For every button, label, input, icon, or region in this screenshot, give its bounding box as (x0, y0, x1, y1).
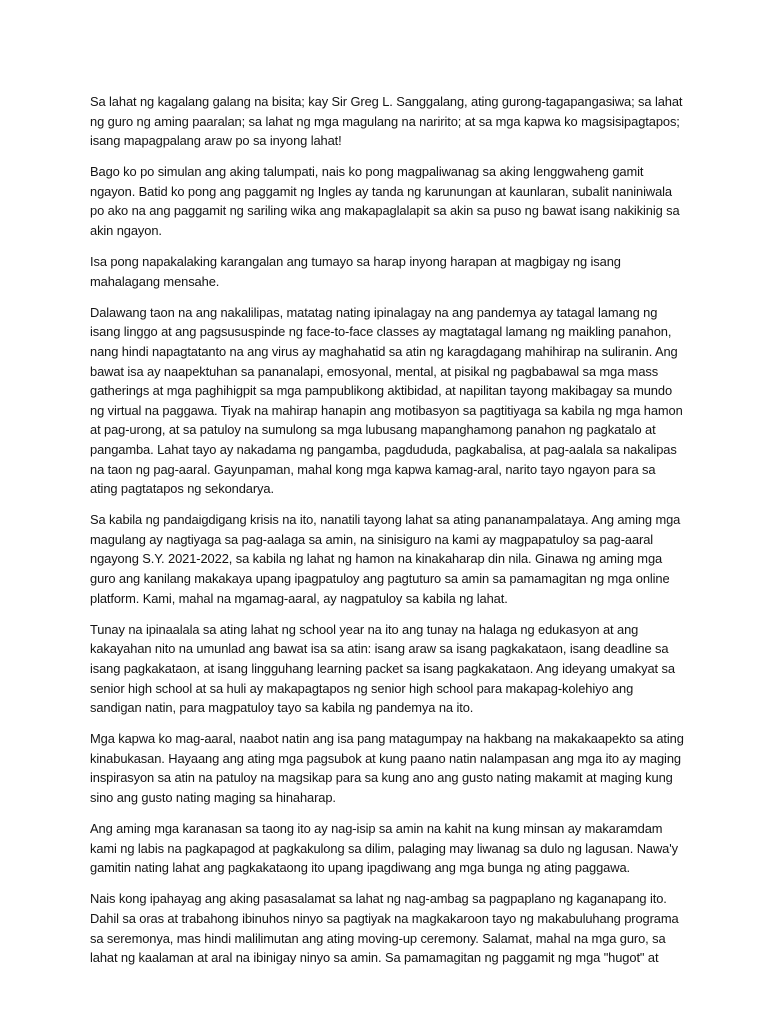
paragraph-gratitude: Nais kong ipahayag ang aking pasasalamat sa lahat ng nag-ambag sa pagpaplano ng kaganapang ito. Dahil sa oras at trabahong ibinuhos ninyo sa pagtiyak na magkakaroon tayo ng makabuluhang programa sa seremonya, mas hindi malilimutan ang ating moving-up ceremony. Salamat, mahal na mga guro, sa lahat ng kaalaman at aral na ibinigay ninyo sa amin. Sa pamamagitan ng paggamit ng mga "hugot" at (90, 891, 679, 966)
paragraph-language-note: Bago ko po simulan ang aking talumpati, nais ko pong magpaliwanag sa aking lenggwaheng gamit ngayon. Batid ko pong ang paggamit ng Ingles ay tanda ng karunungan at kaunlaran, subalit naniniwala po ako na ang paggamit ng sariling wika ang makapaglalapit sa akin sa puso ng bawat isang nakikinig sa akin ngayon. (90, 164, 680, 239)
paragraph-honor: Isa pong napakalaking karangalan ang tumayo sa harap inyong harapan at magbigay ng isang mahalagang mensahe. (90, 254, 621, 289)
paragraph-education-value: Tunay na ipinaalala sa ating lahat ng school year na ito ang tunay na halaga ng edukasyon at ang kakayahan nito na umunlad ang bawat isa sa atin: isang araw sa isang pagkakataon, isang deadline sa isang pagkakataon, at isang lingguhang learning packet sa isang pagkakataon. Ang ideyang umakyat sa senior high school at sa huli ay makapagtapos ng senior high school para makapag-kolehiyo ang sandigan natin, para magpatuloy tayo sa kabila ng pandemya na ito. (90, 621, 675, 716)
paragraph-experiences: Ang aming mga karanasan sa taong ito ay nag-isip sa amin na kahit na kung minsan ay makaramdam kami ng labis na pagkapagod at pagkakulong sa dilim, palaging may liwanag sa dulo ng lagusan. Nawa'y gamitin nating lahat ang pagkakataong ito upang ipagdiwang ang mga bunga ng ating paggawa. (90, 821, 678, 876)
paragraph-milestone: Mga kapwa ko mag-aaral, naabot natin ang isa pang matagumpay na hakbang na makakaapekto sa ating kinabukasan. Hayaang ang ating mga pagsubok at kung paano natin nalampasan ang mga ito ay maging inspirasyon sa atin na patuloy na magsikap para sa kung ano ang gusto nating makamit at maging kung sino ang gusto nating maging sa hinaharap. (90, 731, 684, 805)
document-page (90, 92, 686, 979)
paragraph-pandemic: Dalawang taon na ang nakalilipas, matatag nating ipinalagay na ang pandemya ay tatagal lamang ng isang linggo at ang pagsususpinde ng face-to-face classes ay magtatagal lamang ng maikling panahon, nang hindi napagtatanto na ang virus ay maghahatid sa atin ng karagdagang mahihirap na suliranin. Ang bawat isa ay naapektuhan sa pananalapi, emosyonal, mental, at pisikal ng pagbabawal sa mga mass gatherings at mga paghihigpit sa mga pampublikong aktibidad, at napilitan tayong makibagay sa mundo ng virtual na paggawa. Tiyak na mahirap hanapin ang motibasyon sa pagtitiyaga sa kabila ng mga hamon at pag-urong, at sa patuloy na sumulong sa mga lubusang mapanghamong panahon ng pagkatalo at pangamba. Lahat tayo ay nakadama ng pangamba, pagdududa, pagkabalisa, at pag-aalala sa nakalipas na taon ng pag-aaral. Gayunpaman, mahal kong mga kapwa kamag-aral, narito tayo ngayon para sa ating pagtatapos ng sekondarya. (90, 304, 683, 497)
paragraph-faith: Sa kabila ng pandaigdigang krisis na ito, nanatili tayong lahat sa ating pananampalataya. Ang aming mga magulang ay nagtiyaga sa pag-aalaga sa amin, na sinisiguro na kami ay magpapatuloy sa pag-aaral ngayong S.Y. 2021-2022, sa kabila ng lahat ng hamon na kinakaharap din nila. Ginawa ng aming mga guro ang kanilang makakaya upang ipagpatuloy ang pagtuturo sa amin sa pamamagitan ng mga online platform. Kami, mahal na mgamag-aaral, ay nagpatuloy sa kabila ng lahat. (90, 512, 681, 606)
paragraph-salutation: Sa lahat ng kagalang galang na bisita; kay Sir Greg L. Sanggalang, ating gurong-tagapangasiwa; sa lahat ng guro ng aming paaralan; sa lahat ng mga magulang na naririto; at sa mga kapwa ko magsisipagtapos; isang mapagpalang araw po sa inyong lahat! (90, 94, 683, 149)
